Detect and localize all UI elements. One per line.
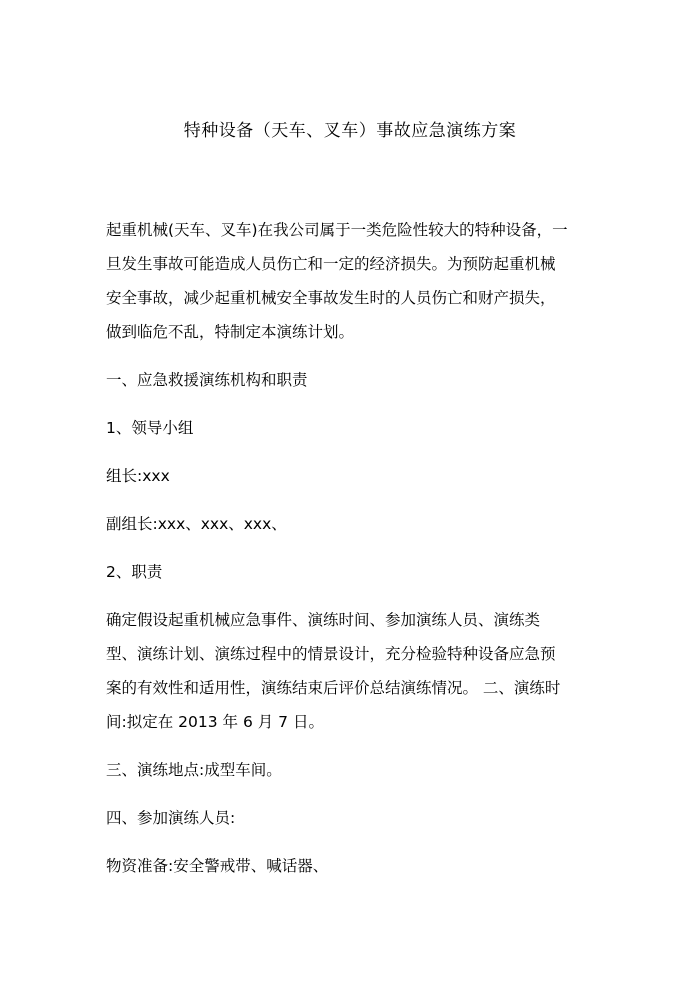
text-line: 旦发生事故可能造成人员伤亡和一定的经济损失。为预防起重机械 bbox=[106, 255, 556, 273]
section-location: 三、演练地点:成型车间。 bbox=[106, 761, 282, 779]
text-line: 确定假设起重机械应急事件、演练时间、参加演练人员、演练类 bbox=[106, 611, 541, 629]
section-participants: 四、参加演练人员: bbox=[106, 809, 236, 827]
section-heading-1: 一、应急救援演练机构和职责 bbox=[106, 371, 308, 389]
text-line: 做到临危不乱，特制定本演练计划。 bbox=[106, 323, 355, 341]
subsection-heading-1: 1、领导小组 bbox=[106, 419, 194, 437]
text-line: 间:拟定在 2013 年 6 月 7 日。 bbox=[106, 713, 324, 731]
materials-line: 物资准备:安全警戒带、喊话器、 bbox=[106, 857, 329, 875]
text-line: 型、演练计划、演练过程中的情景设计，充分检验特种设备应急预 bbox=[106, 645, 556, 663]
intro-paragraph bbox=[106, 213, 600, 349]
text-line: 案的有效性和适用性，演练结束后评价总结演练情况。 二、演练时 bbox=[106, 679, 561, 697]
text-line: 起重机械(天车、叉车)在我公司属于一类危险性较大的特种设备，一 bbox=[106, 221, 568, 239]
deputy-leaders-line: 副组长:xxx、xxx、xxx、 bbox=[106, 515, 287, 533]
text-line: 安全事故，减少起重机械安全事故发生时的人员伤亡和财产损失， bbox=[106, 289, 556, 307]
subsection-heading-2: 2、职责 bbox=[106, 563, 163, 581]
leader-line: 组长:xxx bbox=[106, 467, 170, 485]
duty-paragraph bbox=[106, 603, 600, 739]
document-title: 特种设备（天车、叉车）事故应急演练方案 bbox=[183, 121, 517, 141]
document-body bbox=[106, 213, 600, 883]
